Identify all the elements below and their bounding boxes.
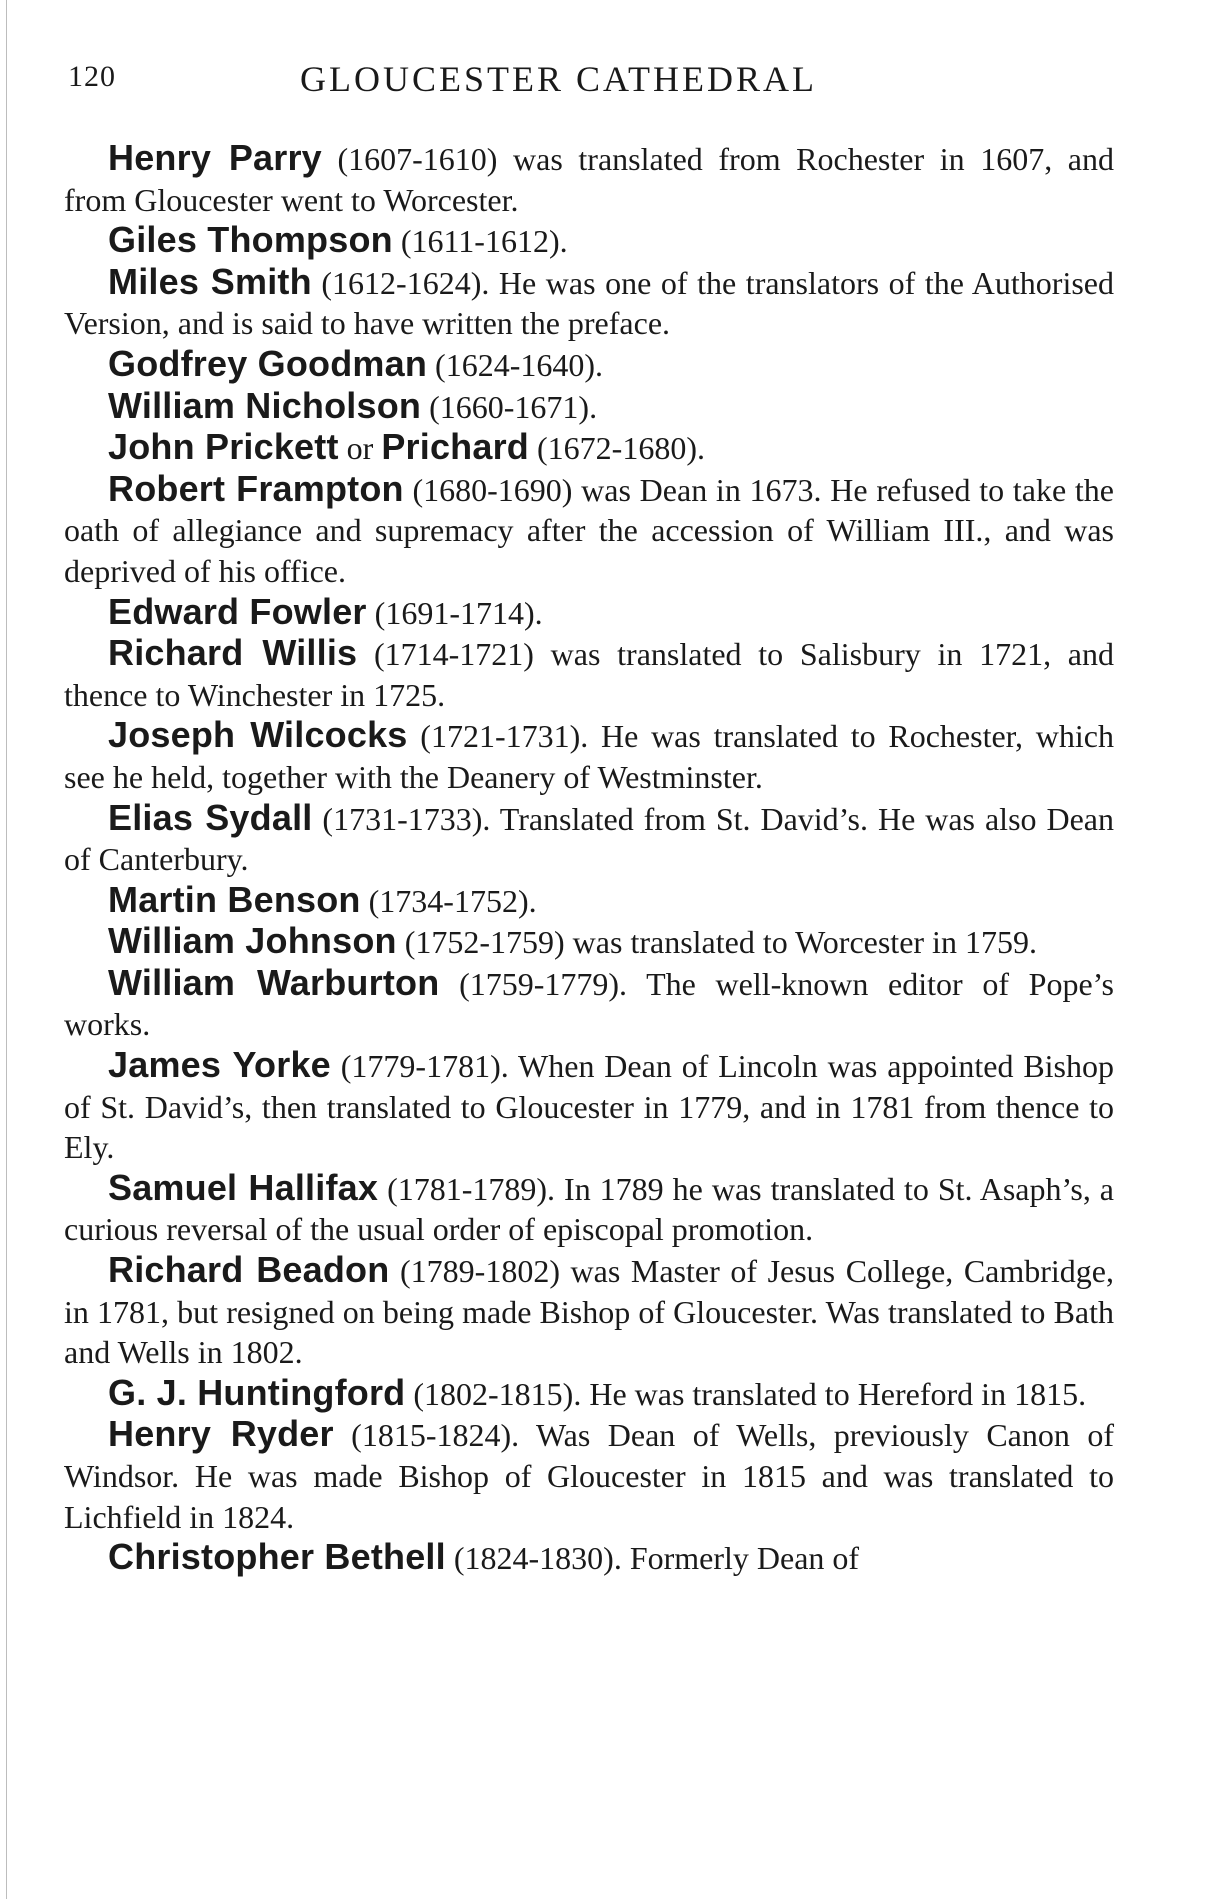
bishop-list — [64, 138, 1114, 1579]
entry-text: (1607-1610) was translated from Rochester in 1607, and from Gloucester went to Worcester. — [64, 141, 1114, 218]
entry-text: (1611-1612). — [392, 223, 568, 260]
page-number: 120 — [68, 60, 116, 93]
entry-text: (1815-1824). Was Dean of Wells, previously Canon of Windsor. He was made Bishop of Gloucester in 1815 and was translated to Lichfield in 1824. — [64, 1417, 1114, 1535]
entry-text: or — [338, 430, 382, 467]
entry-godfrey-goodman — [64, 344, 1114, 386]
bishop-name: John Prickett — [108, 426, 339, 468]
bishop-name: William Warburton — [108, 961, 440, 1003]
entry-text: (1802-1815). He was translated to Hereford in 1815. — [405, 1375, 1087, 1412]
bishop-name: Robert Frampton — [108, 467, 404, 509]
entry-text: (1731-1733). Translated from St. David’s. He was also Dean of Canterbury. — [64, 800, 1114, 878]
entry-text: (1624-1640). — [427, 346, 603, 383]
bishop-name: Edward Fowler — [108, 590, 367, 632]
bishop-name: Christopher Bethell — [108, 1536, 446, 1578]
entry-text: (1759-1779). The well-known editor of Pope’s works. — [64, 965, 1114, 1043]
entry-text: (1781-1789). In 1789 he was translated to St. Asaph’s, a curious reversal of the usual order of episcopal promotion. — [64, 1170, 1115, 1248]
bishop-name: William Nicholson — [108, 384, 422, 426]
entry-gj-huntingford — [64, 1373, 1114, 1415]
entry-elias-sydall — [64, 798, 1114, 880]
bishop-name: Henry Ryder — [108, 1413, 334, 1455]
entry-text: (1660-1671). — [421, 388, 598, 425]
bishop-name: Giles Thompson — [108, 219, 393, 261]
entry-text: (1680-1690) was Dean in 1673. He refused to take the oath of allegiance and supremacy after the accession of William III., and was deprived of his office. — [64, 471, 1114, 589]
entry-text: (1721-1731). He was translated to Rochester, which see he held, together with the Deanery of Westminster. — [64, 718, 1114, 795]
entry-james-yorke — [64, 1045, 1114, 1168]
entry-richard-beadon — [64, 1250, 1114, 1373]
bishop-name: Martin Benson — [108, 878, 361, 920]
entry-text: (1789-1802) was Master of Jesus College, Cambridge, in 1781, but resigned on being made Bishop of Gloucester. Was translated to Bath and Wells in 1802. — [64, 1253, 1115, 1371]
page-edge-line — [6, 0, 7, 1899]
bishop-name: William Johnson — [108, 920, 397, 962]
bishop-name: Joseph Wilcocks — [108, 714, 408, 756]
entry-text: (1734-1752). — [360, 882, 537, 919]
entry-robert-frampton — [64, 469, 1114, 592]
bishop-name: Elias Sydall — [108, 796, 313, 838]
entry-john-prickett — [64, 427, 1114, 469]
entry-william-warburton — [64, 963, 1114, 1045]
entry-text: (1672-1680). — [529, 430, 705, 467]
entry-henry-parry — [64, 138, 1114, 220]
entry-samuel-hallifax — [64, 1168, 1114, 1250]
entry-text: (1714-1721) was translated to Salisbury in 1721, and thence to Winchester in 1725. — [64, 636, 1114, 713]
bishop-name: G. J. Huntingford — [108, 1371, 406, 1413]
bishop-name: Henry Parry — [108, 137, 322, 178]
bishop-name: Miles Smith — [108, 260, 312, 302]
entry-henry-ryder — [64, 1414, 1114, 1537]
entry-edward-fowler — [64, 592, 1114, 634]
entry-text: (1824-1830). Formerly Dean of — [445, 1540, 860, 1577]
entry-text: (1752-1759) was translated to Worcester in 1759. — [396, 924, 1037, 961]
entry-william-nicholson — [64, 386, 1114, 428]
entry-text: (1691-1714). — [366, 594, 543, 631]
entry-joseph-wilcocks — [64, 715, 1114, 797]
bishop-name: Richard Willis — [108, 632, 358, 674]
running-head — [68, 60, 1118, 110]
entry-richard-willis — [64, 633, 1114, 715]
bishop-name: Godfrey Goodman — [108, 342, 428, 384]
entry-christopher-bethell — [64, 1537, 1114, 1579]
entry-martin-benson — [64, 880, 1114, 922]
bishop-name: Samuel Hallifax — [108, 1166, 379, 1208]
bishop-alt-name: Prichard — [381, 426, 529, 468]
entry-william-johnson — [64, 921, 1114, 963]
entry-giles-thompson — [64, 220, 1114, 262]
bishop-name: James Yorke — [108, 1044, 331, 1086]
entry-miles-smith — [64, 262, 1114, 344]
bishop-name: Richard Beadon — [108, 1249, 390, 1291]
running-head-title: GLOUCESTER CATHEDRAL — [300, 59, 817, 99]
entry-text: (1779-1781). When Dean of Lincoln was appointed Bishop of St. David’s, then translated to Gloucester in 1779, and in 1781 from thence to Ely. — [64, 1048, 1115, 1166]
entry-text: (1612-1624). He was one of the translators of the Authorised Version, and is said to have written the preface. — [64, 264, 1114, 342]
